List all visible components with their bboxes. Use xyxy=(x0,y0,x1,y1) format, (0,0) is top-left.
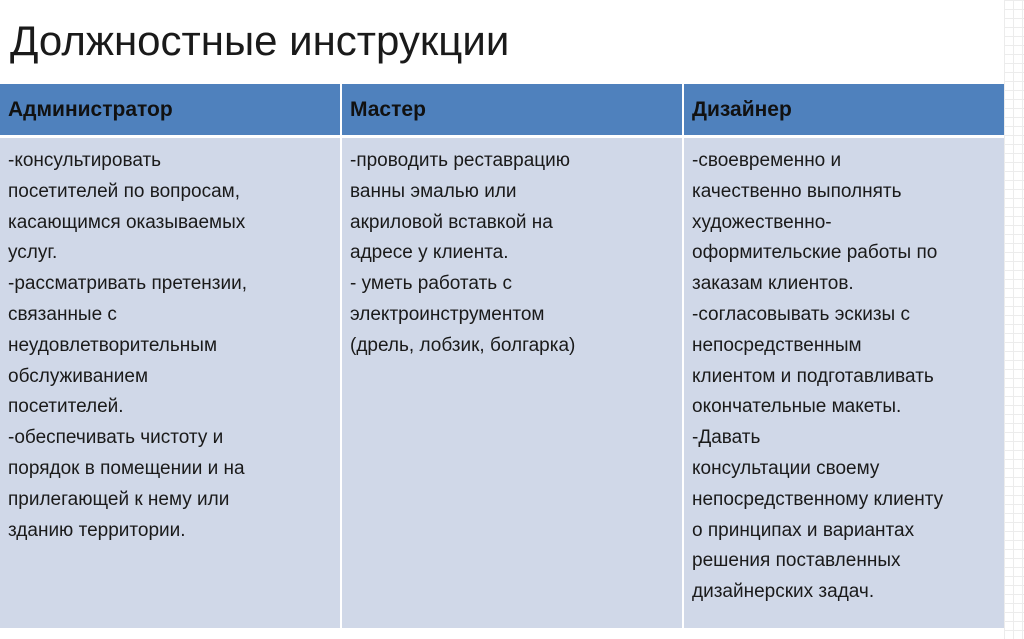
master-duties-text: -проводить реставрацию ванны эмалью или акриловой вставкой на адресе у клиента. - уметь работать с электроинструментом (дрель, лобзик, болгарка) xyxy=(350,150,576,356)
cell-master-duties xyxy=(341,137,683,629)
cell-designer-duties xyxy=(683,137,1024,629)
cell-administrator-duties xyxy=(0,137,341,629)
designer-duties-text: -своевременно и качественно выполнять художественно- оформительские работы по заказам клиентов. -согласовывать эскизы с непосредственным клиентом и подготавливать окончательные макеты. -Давать консультации своему непосредственному клиенту о принципах и вариантах решения поставленных дизайнерских задач. xyxy=(692,150,944,603)
header-master: Мастер xyxy=(341,84,683,137)
header-administrator: Администратор xyxy=(0,84,341,137)
slide-title: Должностные инструкции xyxy=(10,17,510,64)
background-grid-pattern xyxy=(1004,0,1024,639)
header-designer: Дизайнер xyxy=(683,84,1024,137)
administrator-duties-text: -консультировать посетителей по вопросам, касающимся оказываемых услуг. -рассматривать претензии, связанные с неудовлетворительным обслуживанием посетителей. -обеспечивать чистоту и порядок в помещении и на прилегающей к нему или зданию территории. xyxy=(8,150,248,541)
table-row xyxy=(0,137,1024,629)
table-header-row xyxy=(0,84,1024,137)
duties-table xyxy=(0,84,1024,628)
